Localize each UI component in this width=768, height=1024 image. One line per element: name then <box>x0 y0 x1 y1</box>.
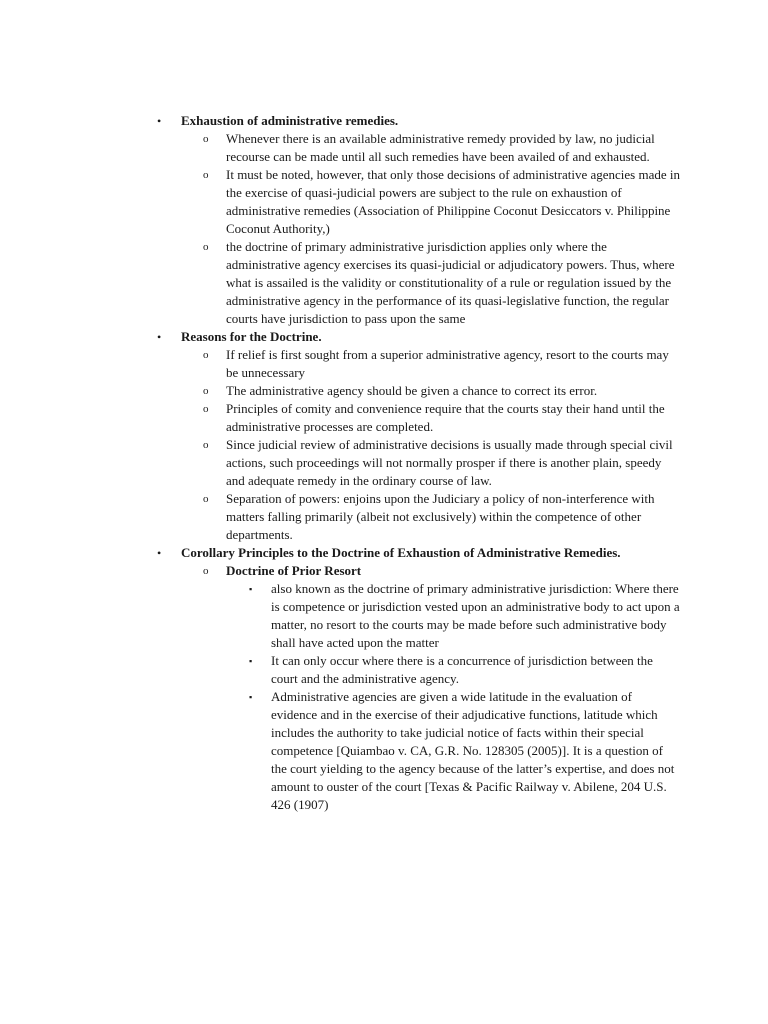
list-item <box>203 166 681 238</box>
list-item <box>203 490 680 544</box>
subheading-prior-resort: Doctrine of Prior Resort <box>226 563 362 578</box>
heading-exhaustion: Exhaustion of administrative remedies. <box>181 113 399 128</box>
list-item <box>249 652 681 688</box>
bullet-circle-icon: o <box>203 565 209 577</box>
heading-reasons: Reasons for the Doctrine. <box>181 329 322 344</box>
list-item <box>203 130 680 166</box>
item-text: Since judicial review of administrative decisions is usually made through special civil actions, such proceedings will not normally prosper if there is another plain, speedy and adequate remedy in the ordinary course of law. <box>226 437 673 488</box>
bullet-circle-icon: o <box>203 169 209 181</box>
bullet-square-icon: ▪ <box>249 656 253 666</box>
list-item <box>203 382 680 400</box>
list-item <box>157 544 681 562</box>
list-item <box>203 346 680 382</box>
bullet-square-icon: ▪ <box>249 692 253 702</box>
list-item <box>249 688 681 814</box>
document-page <box>0 112 768 814</box>
item-text: If relief is first sought from a superior administrative agency, resort to the courts may be unnecessary <box>226 347 669 380</box>
bullet-circle-icon: o <box>203 349 209 361</box>
item-text: It can only occur where there is a concurrence of jurisdiction between the court and the administrative agency. <box>271 653 653 686</box>
item-text: Separation of powers: enjoins upon the Judiciary a policy of non-interference with matters falling primarily (albeit not exclusively) within the competence of other departments. <box>226 491 655 542</box>
bullet-disc-icon: • <box>157 114 162 128</box>
bullet-disc-icon: • <box>157 546 162 560</box>
item-text: Administrative agencies are given a wide latitude in the evaluation of evidence and in the exercise of their adjudicative functions, latitude which includes the authority to take judicial notice of facts within their special competence [Quiambao v. CA, G.R. No. 128305 (2005)]. It is a question of the court yielding to the agency because of the latter’s expertise, and does not amount to ouster of the court [Texas & Pacific Railway v. Abilene, 204 U.S. 426 (1907) <box>271 689 675 812</box>
heading-corollary: Corollary Principles to the Doctrine of Exhaustion of Administrative Remedies. <box>181 545 621 560</box>
item-text: The administrative agency should be given a chance to correct its error. <box>226 383 598 398</box>
bullet-circle-icon: o <box>203 385 209 397</box>
bullet-disc-icon: • <box>157 330 162 344</box>
bullet-circle-icon: o <box>203 493 209 505</box>
list-item <box>203 562 680 580</box>
bullet-circle-icon: o <box>203 133 209 145</box>
item-text: It must be noted, however, that only those decisions of administrative agencies made in the exercise of quasi-judicial powers are subject to the rule on exhaustion of administrative remedies (Association of Philippine Coconut Desiccators v. Philippine Coconut Authority,) <box>226 167 681 236</box>
list-item <box>157 328 681 346</box>
list-item <box>249 580 681 652</box>
list-item <box>157 112 681 130</box>
bullet-square-icon: ▪ <box>249 584 253 594</box>
item-text: also known as the doctrine of primary administrative jurisdiction: Where there is competence or jurisdiction vested upon an administrative body to act upon a matter, no resort to the courts may be made before such administrative body shall have acted upon the matter <box>271 581 680 650</box>
list-item <box>203 436 680 490</box>
bullet-circle-icon: o <box>203 241 209 253</box>
item-text: Whenever there is an available administrative remedy provided by law, no judicial recourse can be made until all such remedies have been availed of and exhausted. <box>226 131 655 164</box>
bullet-circle-icon: o <box>203 403 209 415</box>
list-item <box>203 238 680 328</box>
bullet-circle-icon: o <box>203 439 209 451</box>
item-text: Principles of comity and convenience require that the courts stay their hand until the administrative processes are completed. <box>226 401 665 434</box>
item-text: the doctrine of primary administrative jurisdiction applies only where the administrative agency exercises its quasi-judicial or adjudicatory powers. Thus, where what is assailed is the validity or constitutionality of a rule or regulation issued by the administrative agency in the performance of its quasi-legislative function, the regular courts have jurisdiction to pass upon the same <box>226 239 675 326</box>
list-item <box>203 400 680 436</box>
